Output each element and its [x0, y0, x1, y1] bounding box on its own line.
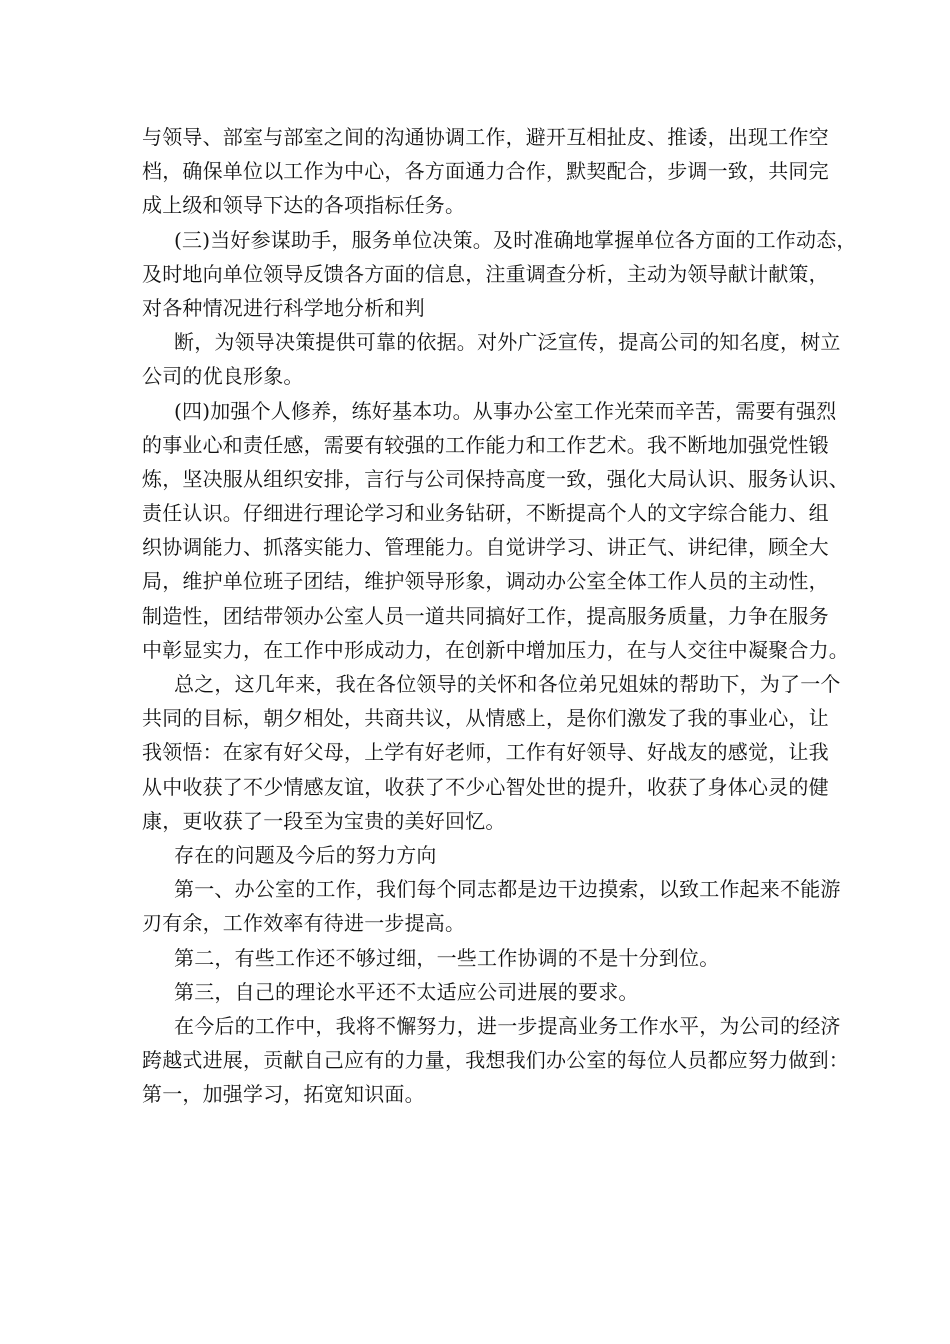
- paragraph-decision-support: [142, 325, 841, 393]
- paragraph-summary: [142, 667, 841, 838]
- text-line: 炼，坚决服从组织安排，言行与公司保持高度一致，强化大局认识、服务认识、: [142, 466, 849, 491]
- document-body: [142, 120, 857, 1111]
- text-line: (四)加强个人修养，练好基本功。从事办公室工作光荣而辛苦，需要有强烈: [174, 398, 837, 423]
- paragraph-problem-3: [142, 975, 822, 1009]
- text-line: 第一、办公室的工作，我们每个同志都是边干边摸索，以致工作起来不能游: [174, 877, 841, 902]
- paragraph-coordination: [142, 120, 829, 223]
- paragraph-problem-1: [142, 872, 841, 940]
- text-line: 织协调能力、抓落实能力、管理能力。自觉讲学习、讲正气、讲纪律，顾全大: [142, 535, 829, 560]
- text-line: 第一，加强学习，拓宽知识面。: [142, 1082, 425, 1107]
- section-heading-problems: [142, 838, 822, 872]
- paragraph-problem-2: [142, 941, 822, 975]
- text-line: 第三，自己的理论水平还不太适应公司进展的要求。: [174, 979, 639, 1004]
- text-line: 制造性，团结带领办公室人员一道共同搞好工作，提高服务质量，力争在服务: [142, 603, 829, 628]
- text-line: 对各种情况进行科学地分析和判: [142, 295, 425, 320]
- text-line: 中彰显实力，在工作中形成动力，在创新中增加压力，在与人交往中凝聚合力。: [142, 637, 849, 662]
- text-line: 跨越式进展，贡献自己应有的力量，我想我们办公室的每位人员都应努力做到：: [142, 1048, 849, 1073]
- text-line: 公司的优良形象。: [142, 364, 304, 389]
- section-heading: 存在的问题及今后的努力方向: [174, 842, 437, 867]
- paragraph-section-4: [142, 394, 849, 668]
- text-line: 第二，有些工作还不够过细，一些工作协调的不是十分到位。: [174, 945, 720, 970]
- text-line: 从中收获了不少情感友谊，收获了不少心智处世的提升，收获了身体心灵的健: [142, 774, 829, 799]
- text-line: 我领悟：在家有好父母，上学有好老师，工作有好领导、好战友的感觉，让我: [142, 740, 829, 765]
- text-line: 局，维护单位班子团结，维护领导形象，调动办公室全体工作人员的主动性，: [142, 569, 829, 594]
- text-line: 刃有余，工作效率有待进一步提高。: [142, 911, 466, 936]
- text-line: 断，为领导决策提供可靠的依据。对外广泛宣传，提高公司的知名度，树立: [174, 330, 841, 355]
- text-line: 的事业心和责任感，需要有较强的工作能力和工作艺术。我不断地加强党性锻: [142, 432, 829, 457]
- text-line: 总之，这几年来，我在各位领导的关怀和各位弟兄姐妹的帮助下，为了一个: [174, 672, 841, 696]
- text-line: 康，更收获了一段至为宝贵的美好回忆。: [142, 808, 506, 833]
- text-line: (三)当好参谋助手，服务单位决策。及时准确地掌握单位各方面的工作动态，: [174, 227, 857, 252]
- text-line: 共同的目标，朝夕相处，共商共议，从情感上，是你们激发了我的事业心，让: [142, 706, 829, 731]
- text-line: 成上级和领导下达的各项指标任务。: [142, 193, 466, 218]
- paragraph-section-3: [142, 223, 857, 326]
- text-line: 与领导、部室与部室之间的沟通协调工作，避开互相扯皮、推诿，出现工作空: [142, 125, 829, 149]
- text-line: 责任认识。仔细进行理论学习和业务钻研，不断提高个人的文字综合能力、组: [142, 501, 829, 526]
- text-line: 档，确保单位以工作为中心，各方面通力合作，默契配合，步调一致，共同完: [142, 159, 829, 184]
- paragraph-future-work: [142, 1009, 849, 1112]
- text-line: 在今后的工作中，我将不懈努力，进一步提高业务工作水平，为公司的经济: [174, 1013, 841, 1038]
- text-line: 及时地向单位领导反馈各方面的信息，注重调查分析，主动为领导献计献策，: [142, 261, 829, 286]
